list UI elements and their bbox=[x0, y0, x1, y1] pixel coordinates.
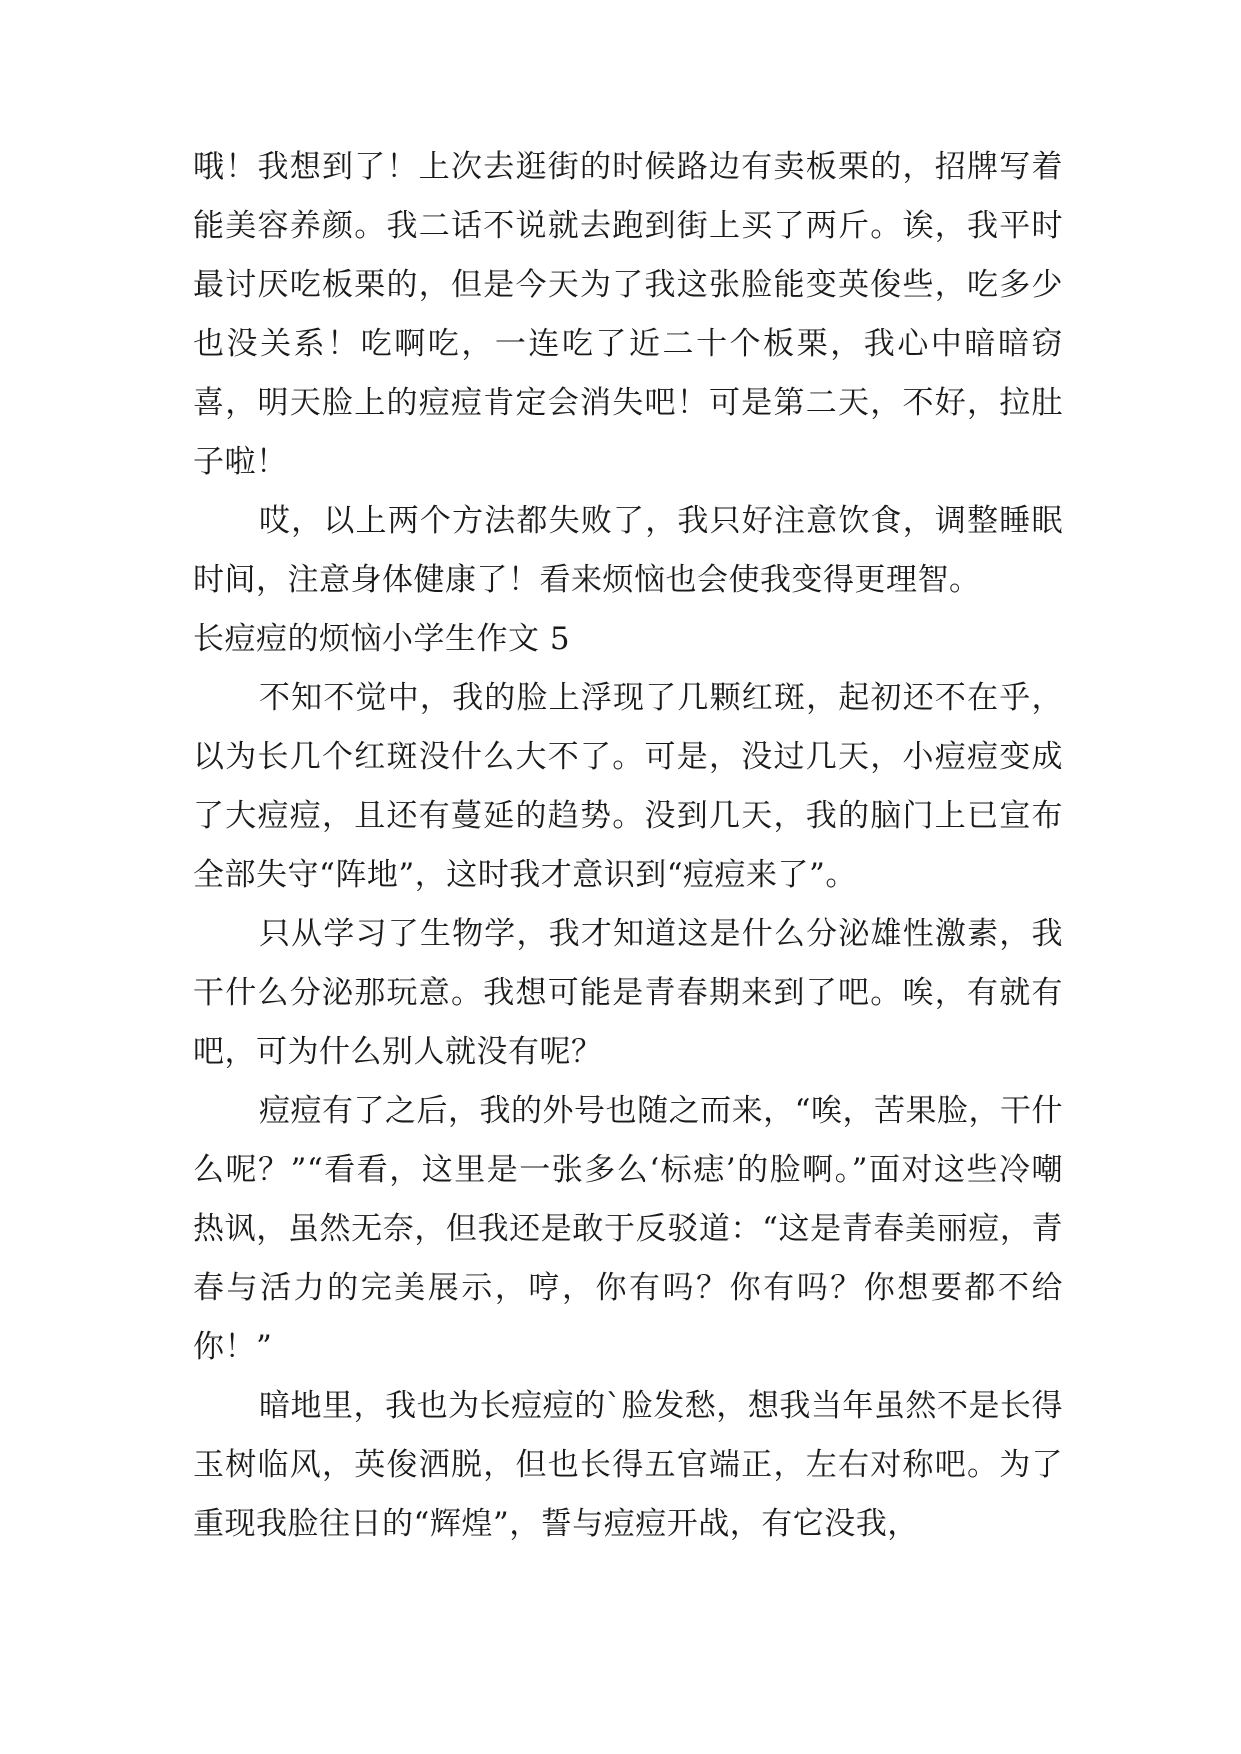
paragraph-nickname: 痘痘有了之后，我的外号也随之而来，“唉，苦果脸，干什么呢？”“看看，这里是一张多么‘标痣’的脸啊。”面对这些冷嘲热讽，虽然无奈，但我还是敢于反驳道：“这是青春美丽痘，青春与活力的完美展示，哼，你有吗？你有吗？你想要都不给你！” bbox=[193, 1093, 1063, 1365]
document-page bbox=[193, 138, 1063, 1554]
paragraph-biology: 只从学习了生物学，我才知道这是什么分泌雄性激素，我干什么分泌那玩意。我想可能是青春期来到了吧。唉，有就有吧，可为什么别人就没有呢？ bbox=[193, 916, 1063, 1070]
essay-title: 长痘痘的烦恼小学生作文 5 bbox=[193, 621, 571, 657]
paragraph-chestnut: 哦！我想到了！上次去逛街的时候路边有卖板栗的，招牌写着能美容养颜。我二话不说就去跑到街上买了两斤。诶，我平时最讨厌吃板栗的，但是今天为了我这张脸能变英俊些，吃多少也没关系！吃啊吃，一连吃了近二十个板栗，我心中暗暗窃喜，明天脸上的痘痘肯定会消失吧！可是第二天，不好，拉肚子啦！ bbox=[193, 149, 1063, 480]
paragraph-methods-failed: 哎，以上两个方法都失败了，我只好注意饮食，调整睡眠时间，注意身体健康了！看来烦恼也会使我变得更理智。 bbox=[193, 503, 1063, 598]
paragraph-worry: 暗地里，我也为长痘痘的`脸发愁，想我当年虽然不是长得玉树临风，英俊洒脱，但也长得五官端正，左右对称吧。为了重现我脸往日的“辉煌”，誓与痘痘开战，有它没我， bbox=[193, 1388, 1063, 1542]
paragraph-red-spots: 不知不觉中，我的脸上浮现了几颗红斑，起初还不在乎，以为长几个红斑没什么大不了。可是，没过几天，小痘痘变成了大痘痘，且还有蔓延的趋势。没到几天，我的脑门上已宣布全部失守“阵地”，这时我才意识到“痘痘来了”。 bbox=[193, 680, 1063, 893]
